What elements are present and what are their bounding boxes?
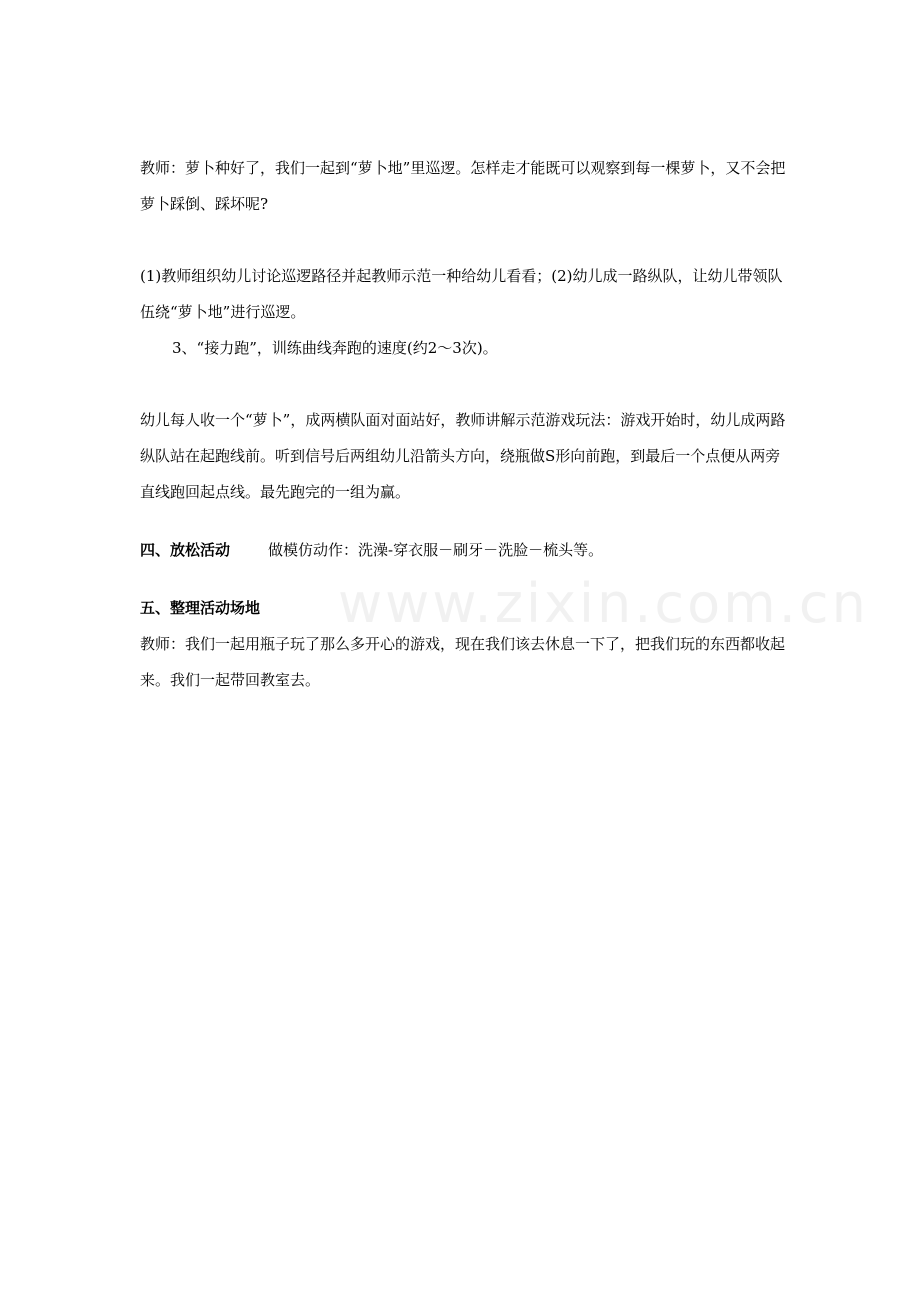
section-text-relax: 做模仿动作：洗澡-穿衣服－刷牙－洗脸－梳头等。 [268,541,604,559]
paragraph-relay-title: 3、“接力跑”，训练曲线奔跑的速度(约2～3次)。 [172,339,498,357]
section-relax [140,532,790,568]
paragraph-patrol-intro: 教师：萝卜种好了，我们一起到“萝卜地”里巡逻。怎样走才能既可以观察到每一棵萝卜，又不会把萝卜踩倒、踩坏呢? [140,159,786,213]
section-heading-relax: 四、放松活动 [140,541,231,559]
section-heading-cleanup: 五、整理活动场地 [140,599,261,617]
paragraph-cleanup: 教师：我们一起用瓶子玩了那么多开心的游戏，现在我们该去休息一下了，把我们玩的东西都收起来。我们一起带回教室去。 [140,635,786,689]
paragraph-patrol-steps: (1)教师组织幼儿讨论巡逻路径并起教师示范一种给幼儿看看；(2)幼儿成一路纵队，让幼儿带领队伍绕“萝卜地”进行巡逻。 [140,267,783,321]
paragraph-relay-rules: 幼儿每人收一个“萝卜”，成两横队面对面站好，教师讲解示范游戏玩法：游戏开始时，幼儿成两路纵队站在起跑线前。听到信号后两组幼儿沿箭头方向，绕瓶做S形向前跑，到最后一个点便从两旁直线跑回起点线。最先跑完的一组为赢。 [140,411,786,501]
watermark-text: www.zixin.com.cn [338,572,869,635]
